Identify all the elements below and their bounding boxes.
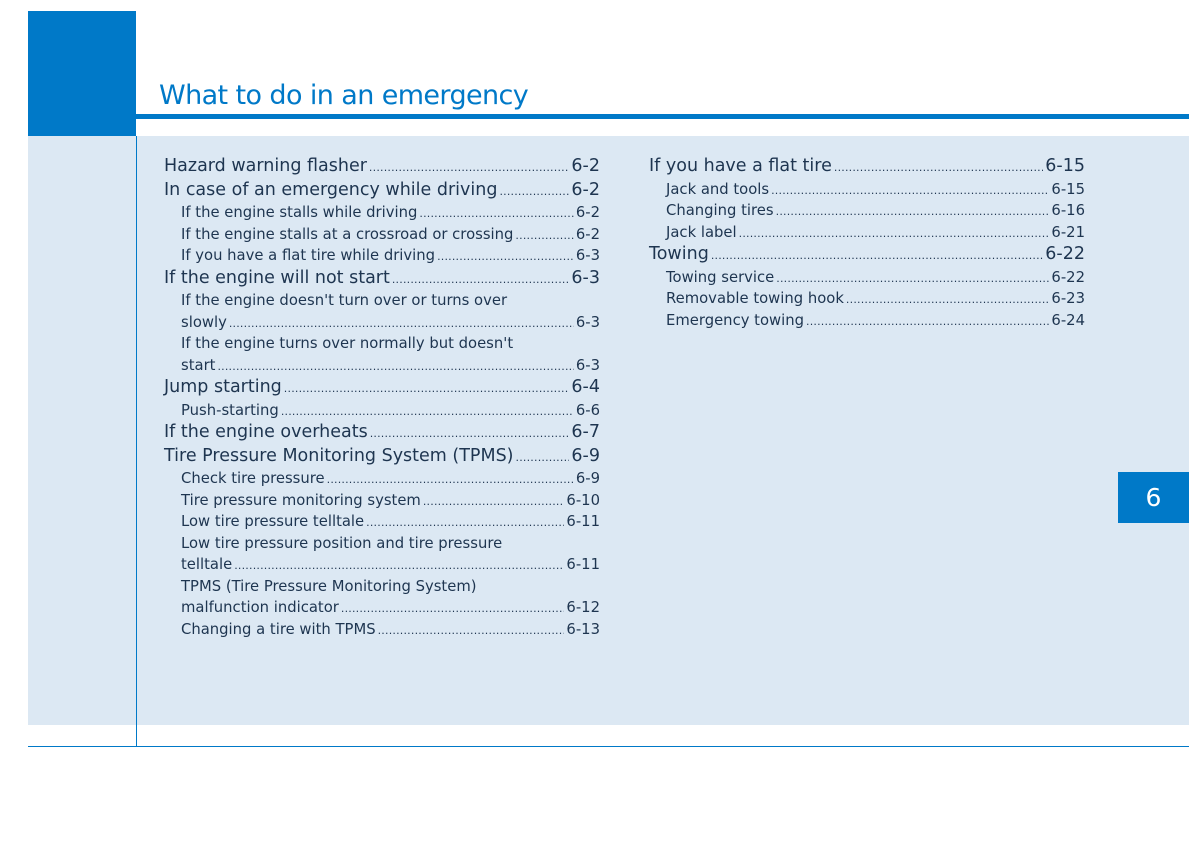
dot-leader <box>327 469 574 491</box>
toc-subentry[interactable] <box>164 533 600 576</box>
toc-entry-page: 6-9 <box>575 470 600 487</box>
toc-entry-title: If the engine turns over normally but doesn't <box>181 335 514 352</box>
toc-entry-title: Towing service <box>666 268 775 286</box>
toc-subentry[interactable] <box>164 619 600 641</box>
dot-leader <box>370 422 570 446</box>
toc-entry-title: Push-starting <box>181 401 279 419</box>
toc-entry-title: If the engine will not start <box>164 267 390 288</box>
toc-subentry[interactable] <box>164 490 600 512</box>
dot-leader <box>341 598 565 620</box>
toc-entry-page: 6-7 <box>571 422 600 442</box>
toc-entry-page: 6-21 <box>1051 223 1085 241</box>
toc-entry-title: Tire Pressure Monitoring System (TPMS) <box>164 445 514 466</box>
toc-subentry[interactable] <box>164 468 600 490</box>
toc-entry-page: 6-10 <box>566 491 600 509</box>
toc-left-column <box>164 155 600 640</box>
toc-entry-title-continued: telltale <box>181 556 233 573</box>
dot-leader <box>217 356 573 378</box>
dot-leader <box>392 268 570 292</box>
toc-subentry[interactable] <box>164 290 600 333</box>
toc-entry-page: 6-2 <box>571 156 600 176</box>
toc-subentry[interactable] <box>164 224 600 246</box>
dot-leader <box>834 156 1043 180</box>
toc-entry[interactable] <box>164 267 600 291</box>
dot-leader <box>281 401 574 423</box>
toc-entry-page: 6-2 <box>571 179 600 200</box>
toc-entry-title: Changing tires <box>666 202 774 219</box>
toc-entry-page: 6-3 <box>571 267 600 288</box>
toc-entry-page: 6-24 <box>1051 311 1085 329</box>
toc-entry-title: Jump starting <box>164 377 282 397</box>
toc-entry-page: 6-22 <box>1051 268 1085 286</box>
dot-leader <box>771 180 1049 202</box>
toc-entry-title: Towing <box>649 244 709 264</box>
toc-entry[interactable] <box>164 376 600 400</box>
chapter-color-block <box>28 11 136 136</box>
toc-entry-page: 6-15 <box>1045 156 1085 176</box>
toc-right-column <box>649 155 1085 331</box>
toc-subentry[interactable] <box>164 202 600 224</box>
toc-entry-title: If you have a flat tire <box>649 156 832 176</box>
toc-entry-page: 6-3 <box>575 247 600 264</box>
toc-entry-page: 6-2 <box>575 204 600 221</box>
dot-leader <box>423 491 565 513</box>
toc-entry-page: 6-15 <box>1051 180 1085 198</box>
toc-entry-page: 6-23 <box>1051 290 1085 307</box>
toc-entry-title: If you have a flat tire while driving <box>181 247 436 264</box>
toc-entry-title: If the engine stalls while driving <box>181 204 418 221</box>
dot-leader <box>776 268 1049 290</box>
toc-entry-title: If the engine overheats <box>164 422 368 442</box>
toc-entry-title: Jack label <box>666 223 737 241</box>
dot-leader <box>711 244 1043 268</box>
title-underline <box>136 114 1189 119</box>
dot-leader <box>284 377 570 401</box>
toc-entry-page: 6-3 <box>575 356 600 374</box>
toc-subentry[interactable] <box>649 200 1085 222</box>
bottom-rule <box>28 746 1189 747</box>
toc-entry[interactable] <box>164 179 600 203</box>
toc-entry-title: Tire pressure monitoring system <box>181 491 421 509</box>
toc-entry-title: If the engine stalls at a crossroad or crossing <box>181 225 514 243</box>
toc-subentry[interactable] <box>649 179 1085 201</box>
toc-subentry[interactable] <box>164 245 600 267</box>
toc-entry-title: Jack and tools <box>666 180 770 198</box>
toc-entry-page: 6-9 <box>571 445 600 466</box>
toc-entry-page: 6-4 <box>571 377 600 397</box>
toc-subentry[interactable] <box>164 576 600 619</box>
dot-leader <box>378 620 565 642</box>
toc-subentry[interactable] <box>649 222 1085 244</box>
dot-leader <box>419 203 573 225</box>
page-title: What to do in an emergency <box>159 80 529 111</box>
dot-leader <box>806 311 1049 333</box>
toc-entry-page: 6-13 <box>566 620 600 638</box>
toc-entry-page: 6-6 <box>575 401 600 419</box>
toc-entry-title-continued: slowly <box>181 313 227 331</box>
toc-subentry[interactable] <box>649 267 1085 289</box>
dot-leader <box>776 201 1050 223</box>
toc-entry-title: Hazard warning flasher <box>164 156 367 176</box>
toc-entry[interactable] <box>164 155 600 179</box>
dot-leader <box>229 313 574 335</box>
toc-entry-title-continued: start <box>181 356 216 374</box>
dot-leader <box>739 223 1050 245</box>
margin-rule <box>136 136 137 747</box>
toc-subentry[interactable] <box>164 511 600 533</box>
toc-entry-title: Low tire pressure position and tire pressure <box>181 534 503 552</box>
toc-entry-title: In case of an emergency while driving <box>164 179 498 200</box>
toc-entry[interactable] <box>649 243 1085 267</box>
toc-subentry[interactable] <box>649 310 1085 332</box>
dot-leader <box>516 446 570 470</box>
toc-entry-title: If the engine doesn't turn over or turns over <box>181 292 508 309</box>
toc-entry-page: 6-2 <box>575 225 600 243</box>
toc-entry[interactable] <box>164 421 600 445</box>
toc-entry-page: 6-22 <box>1045 244 1085 264</box>
toc-entry[interactable] <box>164 445 600 469</box>
toc-entry-page: 6-3 <box>575 313 600 331</box>
toc-entry-title-continued: malfunction indicator <box>181 599 339 616</box>
dot-leader <box>846 289 1049 311</box>
dot-leader <box>437 246 574 268</box>
toc-entry-page: 6-11 <box>566 556 600 573</box>
toc-entry-title: Emergency towing <box>666 311 804 329</box>
toc-subentry[interactable] <box>164 333 600 376</box>
dot-leader <box>515 225 573 247</box>
dot-leader <box>234 555 564 577</box>
toc-entry-title: Removable towing hook <box>666 290 844 307</box>
toc-entry-page: 6-11 <box>566 513 600 530</box>
dot-leader <box>366 512 564 534</box>
toc-entry-title: TPMS (Tire Pressure Monitoring System) <box>181 577 477 595</box>
dot-leader <box>369 156 569 180</box>
dot-leader <box>499 180 569 204</box>
toc-subentry[interactable] <box>649 288 1085 310</box>
toc-entry-page: 6-16 <box>1051 202 1085 219</box>
toc-entry-title: Changing a tire with TPMS <box>181 620 376 638</box>
toc-subentry[interactable] <box>164 400 600 422</box>
toc-entry[interactable] <box>649 155 1085 179</box>
toc-entry-title: Low tire pressure telltale <box>181 513 365 530</box>
toc-entry-page: 6-12 <box>566 599 600 616</box>
toc-entry-title: Check tire pressure <box>181 470 325 487</box>
chapter-number-tab[interactable]: 6 <box>1118 472 1189 523</box>
